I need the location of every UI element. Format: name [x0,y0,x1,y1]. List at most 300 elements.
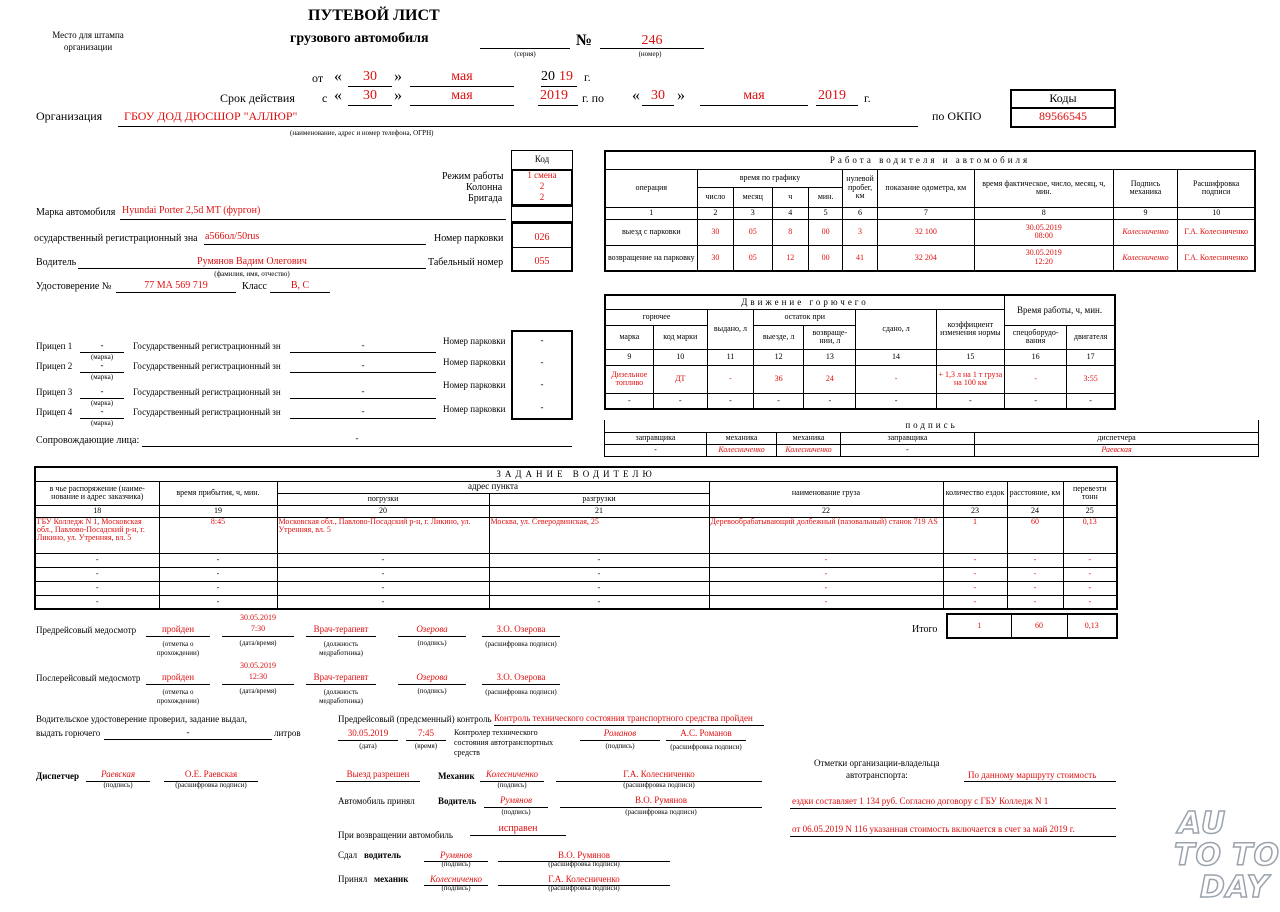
post-result: пройден [161,672,195,682]
col-num: 17 [1067,349,1115,365]
pc-time-line [406,740,446,741]
park-value: 026 [534,232,550,243]
dispatcher-cap-sign: (подпись) [103,781,133,789]
received-sign: Колесниченко [429,874,482,884]
trailer-mark: - [100,386,104,396]
escort-line [142,446,572,447]
h-code: код марки [653,325,707,349]
series-caption: (серия) [514,50,536,58]
class-line [270,292,330,293]
h-customer: в чье распоряжение (наиме-нование и адрес заказчика) [35,481,159,505]
controller-sign: Романов [603,728,637,738]
wm-line-1: AU [1178,806,1227,841]
date-day: 30 [363,69,377,84]
received-cap-decode: (расшифровка подписи) [548,884,620,892]
okpo-value: 89566545 [1039,109,1087,123]
day-line [348,86,392,87]
col-num: 19 [159,505,277,517]
col-num: 12 [754,349,804,365]
cell: - [1007,553,1063,567]
col-num: 16 [1005,349,1067,365]
h-trips: количество ездок [943,481,1007,505]
okpo-label: по ОКПО [932,109,982,123]
h-address: адрес пункта [277,481,709,493]
day: 30 [697,219,733,245]
odo: 32 204 [877,245,974,271]
driver-accept-label: Водитель [438,796,477,806]
fuel-issue-value: - [186,727,190,737]
col-num: 1 [605,207,697,219]
s-dispatcher: диспетчера [975,432,1259,444]
trailer-reg-line [290,398,436,399]
fuel-row-1 [605,365,1115,393]
brigade-label: Бригада [468,193,503,204]
trailer-reg-label: Государственный регистрационный зн [133,361,281,371]
h-mech-sign: Подпись механика [1113,169,1178,207]
h-return: возвраще-нии, л [804,325,856,349]
open-quote-2: « [334,87,342,104]
dispatcher-label: Диспетчер [36,771,80,781]
col-num: 9 [1113,207,1178,219]
trailer-label: Прицеп 3 [36,387,73,397]
pre-name-line [482,636,560,637]
reg-line [204,244,426,245]
return-label: При возвращении автомобиль [338,830,454,840]
received-name: Г.А. Колесниченко [548,874,620,884]
total-distance: 60 [1011,614,1067,638]
open-quote: « [334,68,342,85]
number-caption: (номер) [638,50,662,58]
h-decode: Расшифровка подписи [1178,169,1255,207]
post-cap-datetime: (дата/время) [239,687,277,695]
code: ДТ [653,365,707,393]
org-line [118,126,918,127]
cell: - [943,567,1007,581]
pc-date: 30.05.2019 [347,728,389,738]
post-name: З.О. Озерова [496,672,546,682]
fuel-row-2 [605,393,1115,409]
handed-cap-decode: (расшифровка подписи) [548,860,620,868]
customer: ГБУ Колледж N 1, Московская обл., Павлово-Посадский р-н, г. Ликино, ул. Утренняя, вл. 5 [35,517,159,553]
escort-label: Сопровождающие лица: [36,435,140,446]
code-label: Код [534,154,550,164]
engine: - [1067,393,1115,409]
cell: - [709,581,943,595]
cell: - [277,581,489,595]
trailer-mark: - [100,406,104,416]
close-quote-2: » [394,87,402,104]
h-handed: сдано, л [856,309,936,349]
hour: 8 [772,219,808,245]
fuel-issue-line [104,739,272,740]
ret: 24 [804,365,856,393]
cell: - [943,581,1007,595]
handed-sign: Румянов [439,850,473,860]
validity-to: г. по [582,91,604,105]
pre-cap-decode: (расшифровка подписи) [485,640,557,648]
post-name-line [482,684,560,685]
org-caption: (наименование, адрес и номер телефона, ОГРН) [290,129,434,137]
driver-line [78,268,426,269]
v-refueler2: - [841,444,975,456]
mark-caption: (марка) [90,373,114,381]
sign: Колесниченко [1113,219,1178,245]
doc-subtitle: грузового автомобиля [290,31,429,46]
year-suffix: 19 [559,69,573,84]
vto-day-line [642,105,674,106]
mechanic-sign: Колесниченко [485,769,538,779]
column-value: 2 [539,181,545,191]
s-refueler2: заправщика [841,432,975,444]
brand: Дизельное топливо [605,365,653,393]
owner-line-3-rule [790,836,1116,837]
return-line [470,835,566,836]
engine: 3:55 [1067,365,1115,393]
controller-sign-line [580,740,660,741]
decode: Г.А. Колесниченко [1178,245,1255,271]
car-line [120,219,506,220]
owner-line-3: от 06.05.2019 N 116 указанная стоимость включается в счет за май 2019 г. [792,824,1075,834]
year-unit: г. [584,70,591,84]
col-num: 25 [1063,505,1117,517]
trailer-reg: - [361,386,365,396]
actual-time: 08:00 [1034,231,1053,240]
vto-year-line [816,105,858,106]
class-value: В, С [290,280,310,291]
cell: - [1063,567,1117,581]
fuel-title: Движение горючего [605,295,1005,309]
cell: - [159,567,277,581]
actual [974,245,1113,271]
driver-accept-name: В.О. Румянов [634,795,688,805]
org-label: Организация [36,109,103,123]
mark-caption: (марка) [90,353,114,361]
mode-value: 1 смена [527,170,557,180]
validity-label: Срок действия [220,91,295,105]
pre-med-label: Предрейсовый медосмотр [36,625,137,635]
validity-to-month: мая [743,88,765,103]
exit-permit-line [336,781,420,782]
task-row [35,567,1117,581]
handed-cap-sign: (подпись) [441,860,471,868]
trips: 1 [943,517,1007,553]
h-month: месяц [734,187,772,207]
owner-line-2: ездки составляет 1 134 руб. Согласно договору с ГБУ Колледж N 1 [792,796,1049,806]
decode: Г.А. Колесниченко [1178,219,1255,245]
h-zero-run: нулевой пробег, км [843,169,877,207]
total-trips: 1 [947,614,1011,638]
pc-date-line [338,740,398,741]
mode-label: Режим работы [442,171,504,182]
trailer-label: Прицеп 1 [36,341,73,351]
wm-line-2a: TO [1174,838,1222,873]
pre-time: 7:30 [250,624,266,633]
post-cap-position: (должность медработника) [319,688,363,706]
day: 30 [697,245,733,271]
fuel-sign-table [604,420,1259,457]
cell: - [35,567,159,581]
owner-line-2-rule [790,808,1116,809]
pc-cap-date: (дата) [359,742,377,750]
close-quote: » [394,68,402,85]
h-issued: выдано, л [707,309,753,349]
pc-time: 7:45 [417,728,434,738]
distance: 60 [1007,517,1063,553]
driver-accept-cap-decode: (расшифровка подписи) [625,808,697,816]
trailer-mark: - [100,340,104,350]
hour: 12 [772,245,808,271]
close-quote-3: » [677,87,685,104]
license-line [116,292,236,293]
trailer-reg-label: Государственный регистрационный зн [133,341,281,351]
post-sign: Озерова [416,672,448,682]
issued: - [707,365,753,393]
post-cap-decode: (расшифровка подписи) [485,688,557,696]
min: 00 [808,219,842,245]
cell: - [1007,595,1063,609]
col-num: 13 [804,349,856,365]
pre-cap-datetime: (дата/время) [239,639,277,647]
driver-accept-sign: Румянов [499,795,533,805]
odo: 32 100 [877,219,974,245]
post-sign-line [398,684,466,685]
h-brand: марка [605,325,653,349]
mechanic-label: Механик [438,771,475,781]
tons: 0,13 [1063,517,1117,553]
h-tons: перевезти тонн [1063,481,1117,505]
series-line [480,48,570,49]
task-title: ЗАДАНИЕ ВОДИТЕЛЮ [35,467,1117,481]
load: Московская обл., Павлово-Посадский р-н, г. Ликино, ул. Утренняя, вл. 5 [277,517,489,553]
cell: - [277,553,489,567]
op: выезд с парковки [605,219,697,245]
arrival: 8:45 [159,517,277,553]
sign: Колесниченко [1113,245,1178,271]
dispatcher-sign: Раевская [100,769,136,779]
controller-name-line [666,740,746,741]
tab-value: 055 [534,256,550,267]
dispatcher-name: О.Е. Раевская [184,769,238,779]
mark-caption: (марка) [90,419,114,427]
v-refueler: - [605,444,707,456]
h-day: число [697,187,733,207]
trailer-reg-line [290,418,436,419]
code-empty-box [511,206,573,222]
special: - [1005,393,1067,409]
total-tons: 0,13 [1067,614,1117,638]
col-num: 11 [707,349,753,365]
owner-line-1: По данному маршруту стоимость [968,770,1097,780]
column-label: Колонна [466,182,503,193]
precontrol-line [494,725,764,726]
org-value: ГБОУ ДОД ДЮСШОР "АЛЛЮР" [124,109,298,123]
fuel-table [604,294,1116,410]
from-label: от [312,71,324,85]
h-schedule: время по графику [697,169,843,187]
cell: - [1007,581,1063,595]
number-sign: № [576,32,593,49]
total-label: Итого [912,624,938,635]
month-line [410,86,514,87]
car-label: Марка автомобиля [36,207,116,218]
trailer-park-label: Номер парковки [443,404,506,414]
driver-caption: (фамилия, имя, отчество) [214,270,290,278]
pre-sign: Озерова [416,624,448,634]
vfrom-year-line [538,105,578,106]
trailer-label: Прицеп 4 [36,407,73,417]
trailer-reg-line [290,352,436,353]
h-load: погрузки [277,493,489,505]
actual-date: 30.05.2019 [1025,248,1062,258]
validity-from-month: мая [451,88,473,103]
year-line [541,86,577,87]
cell: - [709,567,943,581]
validity-to-year: 2019 [818,88,846,103]
total-table [946,613,1118,639]
sign-title: подпись [605,420,1259,432]
col-num: 4 [772,207,808,219]
col-num: 18 [35,505,159,517]
validity-to-day: 30 [651,88,665,103]
checked-line-1: Водительское удостоверение проверил, задание выдал, [36,714,248,724]
cell: - [1063,595,1117,609]
actual-time: 12:20 [1034,256,1053,266]
col-num: 22 [709,505,943,517]
task-row [35,595,1117,609]
trailer-park-label: Номер парковки [443,336,506,346]
trailer-park-label: Номер парковки [443,357,506,367]
h-worktime: Время работы, ч, мин. [1005,295,1115,325]
actual-date: 30.05.2019 [1025,222,1062,232]
handed-role: водитель [364,850,402,860]
pre-name: З.О. Озерова [496,624,546,634]
post-cap-mark: (отметка о прохождении) [156,688,200,706]
car-value: Hyundai Porter 2,5d MT (фургон) [122,205,261,216]
wm-line-3: DAY [1200,870,1270,905]
cell: - [943,595,1007,609]
brand: - [605,393,653,409]
handed-name: В.О. Румянов [557,850,611,860]
v-dispatcher: Раевская [975,444,1259,456]
mechanic-cap-sign: (подпись) [497,781,527,789]
post-position: Врач-терапевт [313,672,369,682]
h-arrival: время прибытия, ч, мин. [159,481,277,505]
received-label: Принял [338,874,368,884]
post-position-line [306,684,376,685]
h-coef: коэффициент изменения нормы [936,309,1004,349]
col-num: 24 [1007,505,1063,517]
precontrol-value: Контроль технического состояния транспортного средства пройден [494,713,753,723]
task-row [35,553,1117,567]
owner-marks-1: Отметки организации-владельца [814,758,940,768]
cell: - [159,553,277,567]
trailer-park: - [540,379,544,389]
mechanic-cap-decode: (расшифровка подписи) [623,781,695,789]
out: 36 [754,365,804,393]
h-hour: ч [772,187,808,207]
actual [974,219,1113,245]
owner-line-1-rule [964,781,1116,782]
return-value: исправен [498,823,538,834]
liters-label: литров [274,728,301,738]
col-num: 5 [808,207,842,219]
vfrom-month-line [410,105,514,106]
trailer-park-label: Номер парковки [443,380,506,390]
col-num: 15 [936,349,1004,365]
work-row-out [605,219,1255,245]
accepted-label: Автомобиль принял [338,796,415,806]
trailer-reg-line [290,372,436,373]
col-num: 23 [943,505,1007,517]
doc-title: ПУТЕВОЙ ЛИСТ [308,7,440,24]
pre-position: Врач-терапевт [313,624,369,634]
handed-label: Сдал [338,850,358,860]
trailer-park: - [540,357,544,367]
controller-cap-sign: (подпись) [605,742,635,750]
pre-result: пройден [161,624,195,634]
task-row-1 [35,517,1117,553]
vfrom-day-line [348,105,392,106]
work-row-return [605,245,1255,271]
pre-position-line [306,636,376,637]
pre-cap-position: (должность медработника) [319,640,363,658]
dispatcher-cap-decode: (расшифровка подписи) [175,781,247,789]
trailer-reg-label: Государственный регистрационный зн [133,387,281,397]
codes-label: Коды [1049,91,1077,105]
reg-value: а566ол/50rus [205,231,260,242]
license-label: Удостоверение № [36,281,112,292]
min: 00 [808,245,842,271]
reg-label: осударственный регистрационный зна [34,233,198,244]
col-num: 2 [697,207,733,219]
cell: - [709,553,943,567]
zero: 41 [843,245,877,271]
post-cap-sign: (подпись) [417,687,447,695]
coef: + 1,3 л на 1 т груза на 100 км [936,365,1004,393]
precontrol-label: Предрейсовый (предсменный) контроль [338,714,492,724]
h-odometer: показание одометра, км [877,169,974,207]
h-operation: операция [605,169,697,207]
trailer-reg: - [361,406,365,416]
code: - [653,393,707,409]
driver-value: Румянов Вадим Олегович [197,256,307,267]
pre-sign-line [398,636,466,637]
col-num: 21 [489,505,709,517]
issued: - [707,393,753,409]
date-month: мая [451,69,473,84]
escort-value: - [355,433,359,443]
controller-label: Контролер технического состояния автотранспортных средств [454,728,554,757]
cell: - [489,553,709,567]
pre-time-line [222,636,294,637]
trailer-park: - [540,335,544,345]
class-label: Класс [242,281,267,292]
post-med-label: Послерейсовый медосмотр [36,673,141,683]
post-time: 12:30 [248,672,268,681]
pre-cap-mark: (отметка о прохождении) [156,640,200,658]
checked-line-2: выдать горючего [36,728,101,738]
post-time-line [222,684,294,685]
tab-label: Табельный номер [428,257,504,268]
trailer-park: - [540,402,544,412]
park-label: Номер парковки [434,233,504,244]
handed: - [856,393,936,409]
received-cap-sign: (подпись) [441,884,471,892]
trailer-reg-label: Государственный регистрационный зн [133,407,281,417]
pre-date: 30.05.2019 [240,613,276,622]
h-special: спецоборудо-вания [1005,325,1067,349]
post-result-line [146,684,210,685]
